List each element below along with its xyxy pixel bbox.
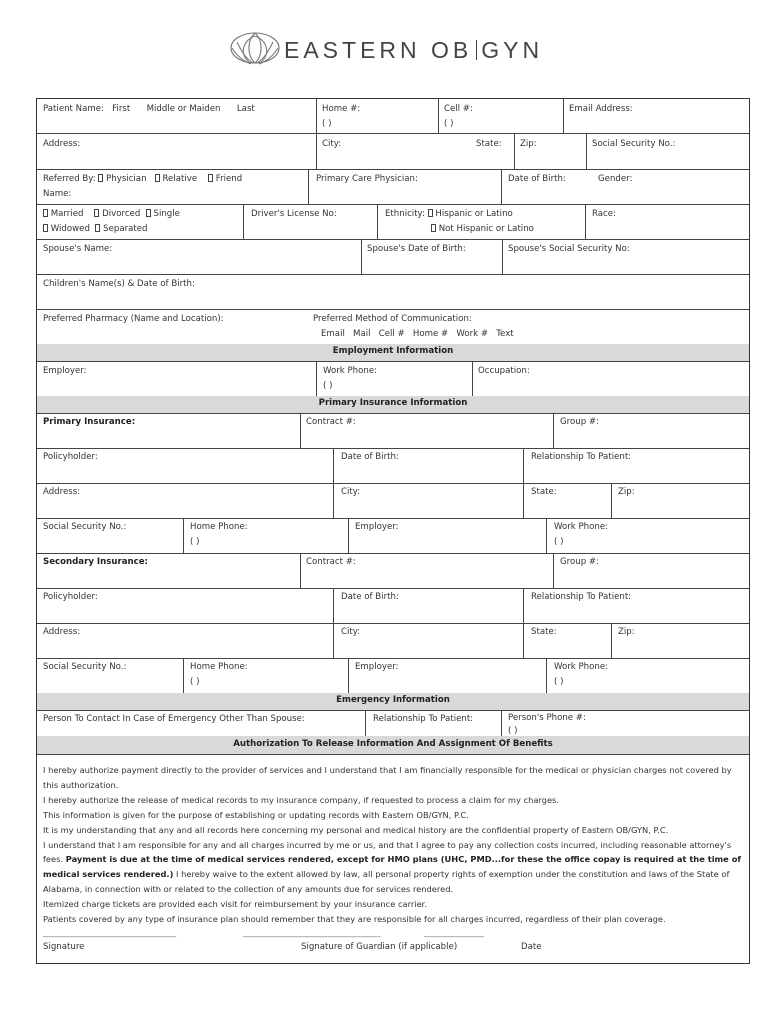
emergency-header: Emergency Information	[336, 695, 450, 705]
primary-employer-field[interactable]: Employer:	[355, 522, 399, 532]
secondary-home-phone-field[interactable]: Home Phone: ( )	[190, 662, 248, 687]
emergency-phone-field[interactable]: Person's Phone #: ( )	[508, 713, 586, 736]
widowed-checkbox[interactable]	[43, 224, 48, 232]
zip-field[interactable]: Zip:	[520, 139, 537, 149]
secondary-insurance-field[interactable]: Secondary Insurance:	[43, 557, 148, 567]
date-label: Date	[521, 942, 542, 952]
secondary-work-phone-field[interactable]: Work Phone: ( )	[554, 662, 609, 687]
signature-line[interactable]: _______________________________	[43, 928, 177, 938]
relative-checkbox[interactable]	[155, 174, 160, 182]
gender-field[interactable]: Gender:	[598, 174, 633, 184]
guardian-signature-line[interactable]: ________________________________	[243, 928, 381, 938]
not-hispanic-checkbox[interactable]	[431, 224, 436, 232]
employment-header: Employment Information	[332, 346, 454, 356]
secondary-zip-field[interactable]: Zip:	[618, 627, 635, 637]
primary-city-field[interactable]: City:	[341, 487, 361, 497]
referred-by-field[interactable]: Referred By: Physician Relative Friend Name:	[43, 174, 243, 199]
secondary-relationship-field[interactable]: Relationship To Patient:	[531, 592, 632, 602]
divorced-checkbox[interactable]	[94, 209, 99, 217]
cell-phone-field[interactable]: Cell #: ( )	[444, 104, 473, 129]
dob-field[interactable]: Date of Birth:	[508, 174, 566, 184]
physician-checkbox[interactable]	[98, 174, 103, 182]
secondary-group-field[interactable]: Group #:	[560, 557, 599, 567]
authorization-text: I hereby authorize payment directly to the provider of services and I understand that I am financially responsible for the medical or physician charges not covered by this authorization. I hereby authorize the release of medical records to my insurance company, if requested to process a claim for my charges. This information is given for the purpose of establishing or updating records with Eastern OB/GYN, P.C. It is my understanding that any and all records here concerning my personal and medical history are the confidential property of Eastern OB/GYN, P.C. I understand that I am responsible for any and all charges incurred by me or us, and that I agree to pay any collection costs incurred, including reasonable attorney's fees. Payment is due at the time of medical services rendered, except for HMO plans (UHC, PMD...for these the office copay is required at the time of medical services rendered.) I hereby waive to the extent allowed by law, all personal property rights of exemption under the constitution and laws of the State of Alabama, in connection with or related to the collection of any amounts due for services rendered. Itemized charge tickets are provided each visit for reimbursement by your insurance carrier. Patients covered by any type of insurance plan should remember that they are responsible for all charges incurred, regardless of their plan coverage.	[43, 765, 742, 925]
employer-field[interactable]: Employer:	[43, 366, 87, 376]
work-phone-field[interactable]: Work Phone: ( )	[323, 366, 378, 391]
guardian-signature-label: Signature of Guardian (if applicable)	[301, 942, 458, 952]
secondary-policyholder-field[interactable]: Policyholder:	[43, 592, 98, 602]
state-field[interactable]: State:	[476, 139, 502, 149]
primary-policyholder-field[interactable]: Policyholder:	[43, 452, 98, 462]
primary-relationship-field[interactable]: Relationship To Patient:	[531, 452, 632, 462]
primary-insurance-header: Primary Insurance Information	[318, 398, 468, 408]
brand-name: EASTERN OB GYN	[284, 37, 544, 63]
email-field[interactable]: Email Address:	[569, 104, 633, 114]
primary-home-phone-field[interactable]: Home Phone: ( )	[190, 522, 248, 547]
date-line[interactable]: ______________	[424, 928, 485, 938]
pcp-field[interactable]: Primary Care Physician:	[316, 174, 418, 184]
spouse-ssn-field[interactable]: Spouse's Social Security No:	[508, 244, 630, 254]
logo	[0, 30, 770, 70]
city-field[interactable]: City:	[322, 139, 342, 149]
drivers-license-field[interactable]: Driver's License No:	[251, 209, 337, 219]
secondary-employer-field[interactable]: Employer:	[355, 662, 399, 672]
primary-zip-field[interactable]: Zip:	[618, 487, 635, 497]
patient-name-field[interactable]: Patient Name: First Middle or Maiden Last	[43, 104, 255, 114]
primary-contract-field[interactable]: Contract #:	[306, 417, 356, 427]
secondary-ssn-field[interactable]: Social Security No.:	[43, 662, 127, 672]
lotus-logo-icon	[229, 30, 281, 66]
secondary-address-field[interactable]: Address:	[43, 627, 81, 637]
race-field[interactable]: Race:	[592, 209, 616, 219]
pharmacy-field[interactable]: Preferred Pharmacy (Name and Location):	[43, 314, 224, 324]
primary-state-field[interactable]: State:	[531, 487, 557, 497]
hispanic-checkbox[interactable]	[428, 209, 433, 217]
emergency-contact-field[interactable]: Person To Contact In Case of Emergency Other Than Spouse:	[43, 714, 305, 724]
communication-field[interactable]: Preferred Method of Communication: Email Mail Cell # Home # Work # Text	[313, 314, 514, 339]
primary-ssn-field[interactable]: Social Security No.:	[43, 522, 127, 532]
children-field[interactable]: Children's Name(s) & Date of Birth:	[43, 279, 195, 289]
address-field[interactable]: Address:	[43, 139, 81, 149]
secondary-dob-field[interactable]: Date of Birth:	[341, 592, 399, 602]
ethnicity-field[interactable]: Ethnicity: Hispanic or Latino Not Hispanic or Latino	[385, 209, 534, 234]
primary-dob-field[interactable]: Date of Birth:	[341, 452, 399, 462]
primary-group-field[interactable]: Group #:	[560, 417, 599, 427]
registration-form	[36, 98, 750, 964]
secondary-city-field[interactable]: City:	[341, 627, 361, 637]
signature-label: Signature	[43, 942, 85, 952]
primary-work-phone-field[interactable]: Work Phone: ( )	[554, 522, 609, 547]
primary-insurance-field[interactable]: Primary Insurance:	[43, 417, 136, 427]
occupation-field[interactable]: Occupation:	[478, 366, 530, 376]
secondary-state-field[interactable]: State:	[531, 627, 557, 637]
primary-address-field[interactable]: Address:	[43, 487, 81, 497]
ssn-field[interactable]: Social Security No.:	[592, 139, 676, 149]
single-checkbox[interactable]	[146, 209, 151, 217]
emergency-relationship-field[interactable]: Relationship To Patient:	[373, 714, 474, 724]
authorization-header: Authorization To Release Information And Assignment Of Benefits	[233, 739, 553, 749]
spouse-name-field[interactable]: Spouse's Name:	[43, 244, 113, 254]
marital-status-field[interactable]: Married Divorced Single Widowed Separated	[43, 207, 180, 236]
married-checkbox[interactable]	[43, 209, 48, 217]
separated-checkbox[interactable]	[95, 224, 100, 232]
friend-checkbox[interactable]	[208, 174, 213, 182]
secondary-contract-field[interactable]: Contract #:	[306, 557, 356, 567]
home-phone-field[interactable]: Home #: ( )	[322, 104, 361, 129]
spouse-dob-field[interactable]: Spouse's Date of Birth:	[367, 244, 466, 254]
